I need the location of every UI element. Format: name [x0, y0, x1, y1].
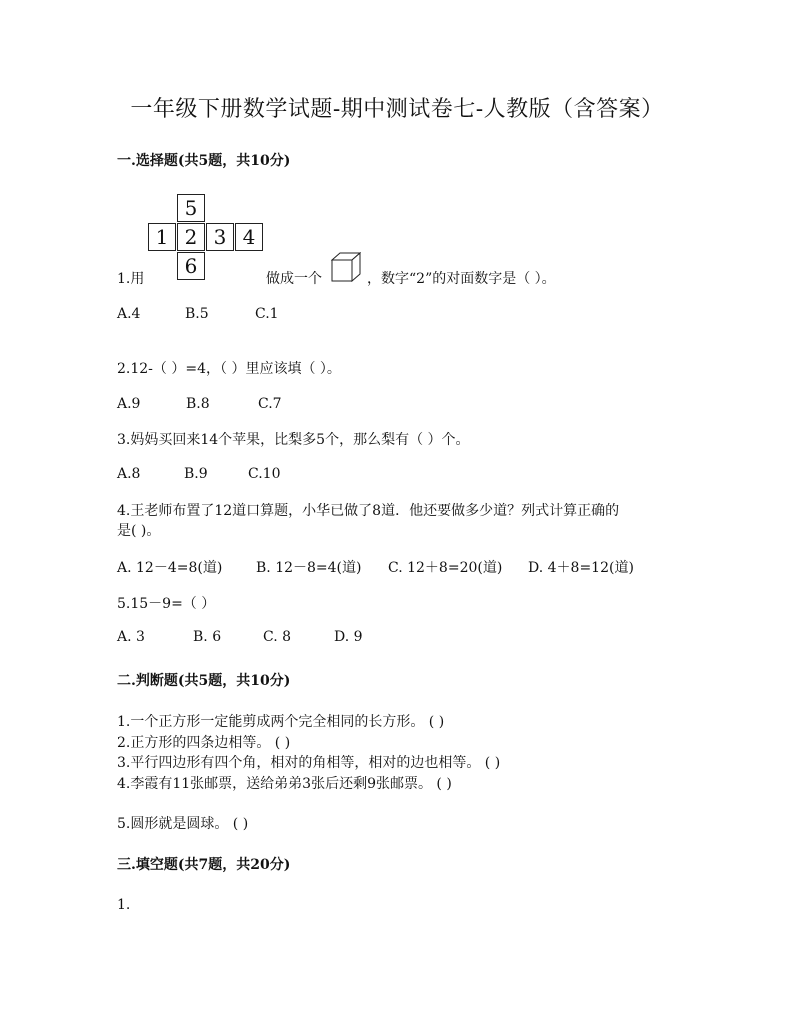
section-header-choice: 一.选择题(共5题，共10分) [117, 153, 291, 169]
question-text: 做成一个 [266, 271, 322, 287]
option: D. 9 [334, 629, 363, 645]
option: A.9 [117, 396, 141, 412]
option: B. 6 [193, 629, 222, 645]
option: D. 4＋8=12(道) [528, 560, 634, 576]
option: C.7 [258, 396, 282, 412]
judge-item: 5.圆形就是圆球。 ( ) [117, 816, 249, 832]
judge-item: 2.正方形的四条边相等。 ( ) [117, 735, 291, 751]
cube-icon [331, 252, 361, 282]
question-text: 1. [117, 897, 131, 913]
net-cell: 3 [206, 223, 234, 251]
question-text: 是( )。 [117, 523, 161, 539]
option: C. 8 [263, 629, 292, 645]
net-cell: 5 [177, 194, 205, 222]
question-text: ，数字“2”的对面数字是（ ）。 [367, 271, 556, 287]
option: B. 12－8=4(道) [256, 560, 362, 576]
option: A.8 [117, 466, 141, 482]
question-text: 2.12-（ ）=4，（ ）里应该填（ ）。 [117, 361, 341, 377]
option: A. 12－4=8(道) [117, 560, 223, 576]
option: B.5 [185, 306, 209, 322]
page-title: 一年级下册数学试题-期中测试卷七-人教版（含答案） [130, 97, 664, 122]
option: B.8 [186, 396, 210, 412]
option: C.1 [255, 306, 279, 322]
net-cell: 6 [177, 252, 205, 280]
judge-item: 1.一个正方形一定能剪成两个完全相同的长方形。 ( ) [117, 714, 445, 730]
net-cell: 2 [177, 223, 205, 251]
option: C. 12＋8=20(道) [388, 560, 503, 576]
question-text: 3.妈妈买回来14个苹果，比梨多5个，那么梨有（ ）个。 [117, 432, 470, 448]
net-cell: 4 [235, 223, 263, 251]
section-header-fill: 三.填空题(共7题，共20分) [117, 857, 291, 873]
judge-item: 4.李霞有11张邮票，送给弟弟3张后还剩9张邮票。 ( ) [117, 776, 452, 792]
question-text: 5.15－9=（ ） [117, 596, 216, 612]
cube-net-figure [148, 194, 264, 281]
judge-item: 3.平行四边形有四个角，相对的角相等，相对的边也相等。 ( ) [117, 755, 501, 771]
option: A.4 [117, 306, 141, 322]
question-text: 1.用 [117, 271, 145, 287]
option: C.10 [248, 466, 281, 482]
section-header-judge: 二.判断题(共5题，共10分) [117, 673, 291, 689]
question-text: 4.王老师布置了12道口算题，小华已做了8道．他还要做多少道？列式计算正确的 [117, 503, 620, 519]
net-cell: 1 [148, 223, 176, 251]
option: A. 3 [117, 629, 145, 645]
option: B.9 [184, 466, 208, 482]
